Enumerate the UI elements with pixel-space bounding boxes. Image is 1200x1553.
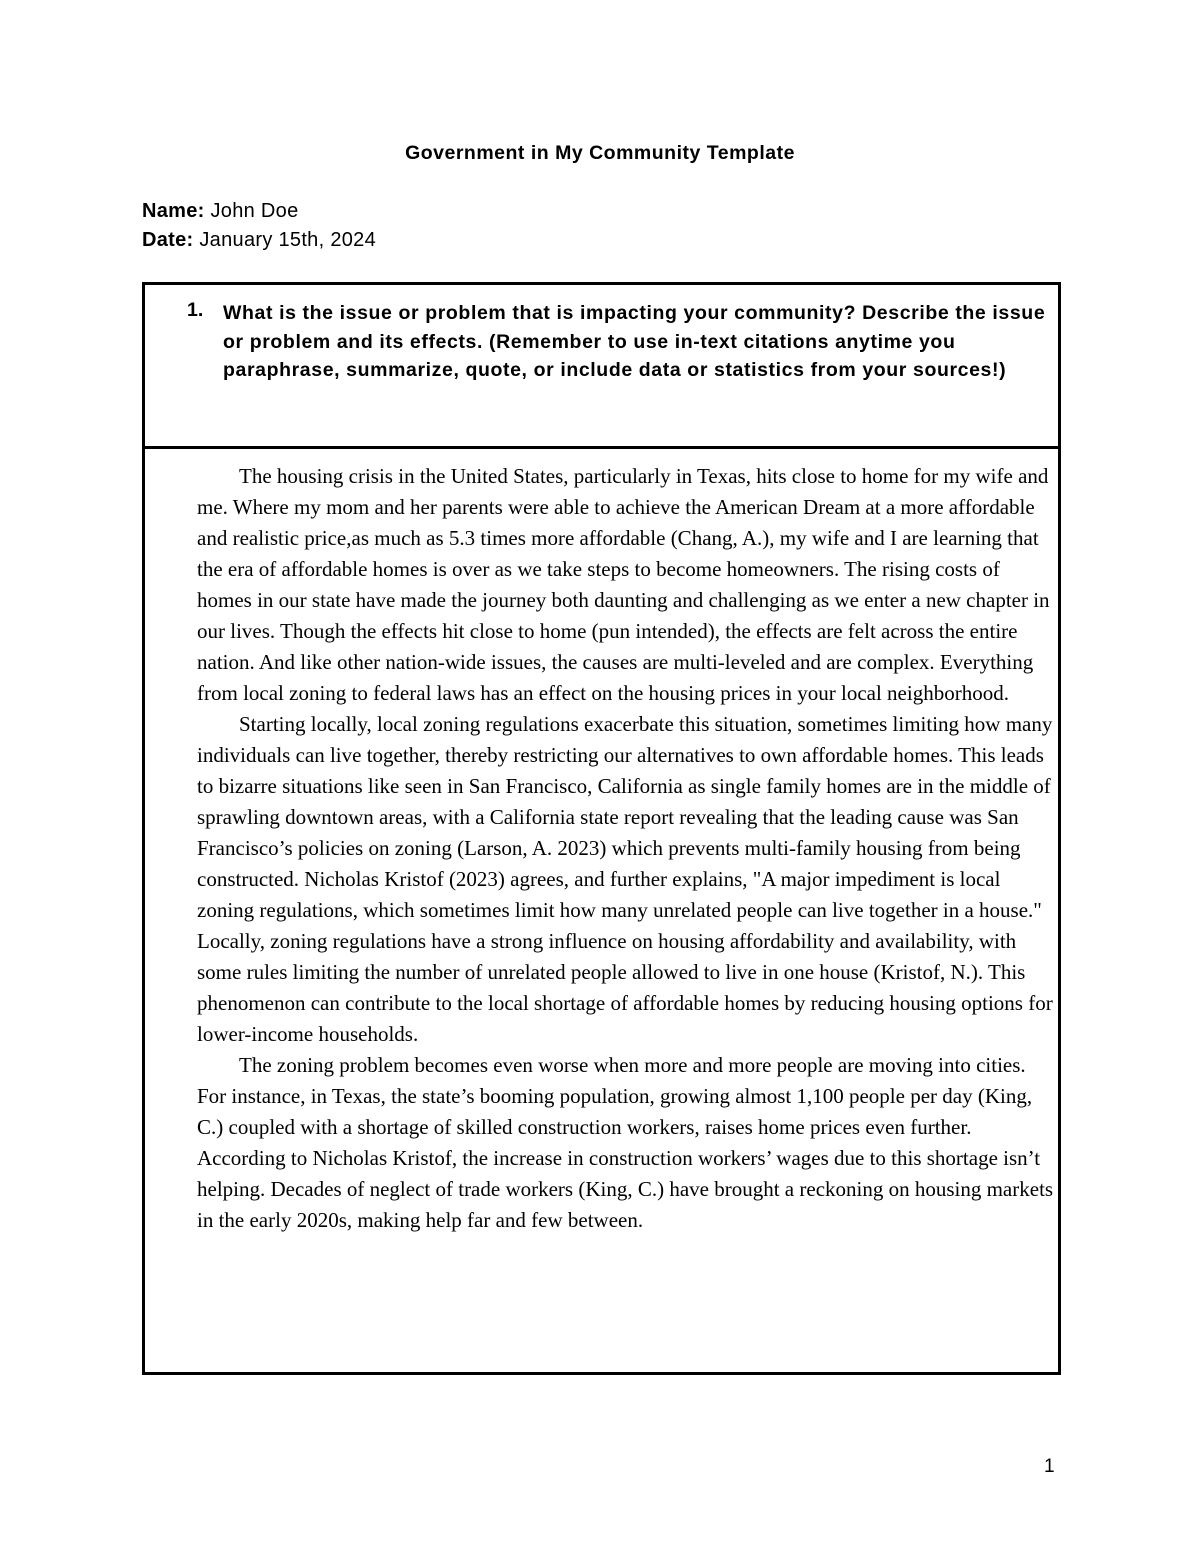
- answer-paragraph-1: The housing crisis in the United States, particularly in Texas, hits close to home for my wife and me. Where my mom and her parents were able to achieve the American Dream at a more affordable and realistic price,as much as 5.3 times more affordable (Chang, A.), my wife and I are learning that the era of affordable homes is over as we take steps to become homeowners. The rising costs of homes in our state have made the journey both daunting and challenging as we enter a new chapter in our lives. Though the effects hit close to home (pun intended), the effects are felt across the entire nation. And like other nation-wide issues, the causes are multi-leveled and are complex. Everything from local zoning to federal laws has an effect on the housing prices in your local neighborhood.: [197, 464, 1050, 705]
- answer-paragraph-3: The zoning problem becomes even worse when more and more people are moving into cities. For instance, in Texas, the state’s booming population, growing almost 1,100 people per day (King, C.) coupled with a shortage of skilled construction workers, raises home prices even further. According to Nicholas Kristof, the increase in construction workers’ wages due to this shortage isn’t helping. Decades of neglect of trade workers (King, C.) have brought a reckoning on housing markets in the early 2020s, making help far and few between.: [197, 1053, 1054, 1232]
- name-value: John Doe: [210, 200, 299, 222]
- question-number: 1.: [187, 299, 204, 321]
- date-value: January 15th, 2024: [199, 229, 377, 251]
- name-label: Name:: [142, 200, 205, 222]
- question-prompt-cell: [145, 285, 1058, 449]
- name-line: [142, 200, 299, 223]
- date-line: [142, 229, 376, 252]
- question-prompt: What is the issue or problem that is impacting your community? Describe the issue or problem and its effects. (Remember to use in-text citations anytime you paraphrase, summarize, quote, or include data or statistics from your sources!): [223, 302, 1046, 381]
- page-title: Government in My Community Template: [405, 142, 795, 164]
- date-label: Date:: [142, 229, 194, 251]
- question-table: [142, 282, 1061, 1375]
- answer-paragraph-2: Starting locally, local zoning regulations exacerbate this situation, sometimes limiting how many individuals can live together, thereby restricting our alternatives to own affordable homes. This leads to bizarre situations like seen in San Francisco, California as single family homes are in the middle of sprawling downtown areas, with a California state report revealing that the leading cause was San Francisco’s policies on zoning (Larson, A. 2023) which prevents multi-family housing from being constructed. Nicholas Kristof (2023) agrees, and further explains, "A major impediment is local zoning regulations, which sometimes limit how many unrelated people can live together in a house." Locally, zoning regulations have a strong influence on housing affordability and availability, with some rules limiting the number of unrelated people allowed to live in one house (Kristof, N.). This phenomenon can contribute to the local shortage of affordable homes by reducing housing options for lower-income households.: [197, 712, 1053, 1046]
- answer-body: [197, 461, 1057, 1236]
- page-number: 1: [1044, 1456, 1055, 1477]
